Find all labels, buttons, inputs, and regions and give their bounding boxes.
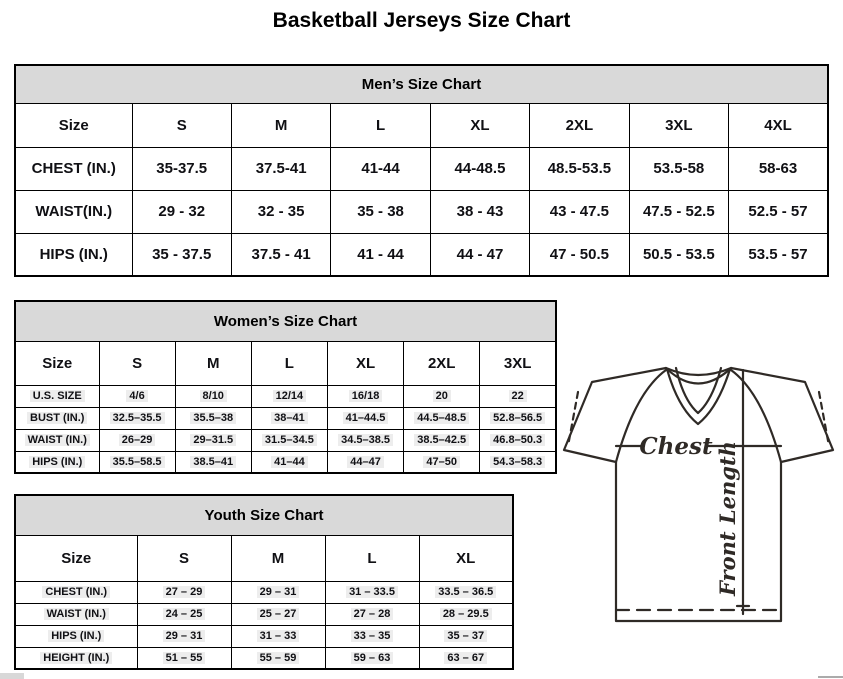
size-cell: 44-48.5 xyxy=(430,147,529,190)
size-cell: 52.5 - 57 xyxy=(729,190,828,233)
size-cell: 41–44.5 xyxy=(327,407,403,429)
row-label: WAIST (IN.) xyxy=(15,603,137,625)
size-cell: 22 xyxy=(480,385,556,407)
column-header: S xyxy=(137,535,231,581)
column-header: M xyxy=(175,341,251,385)
column-header: S xyxy=(99,341,175,385)
table-row xyxy=(15,429,556,451)
size-cell: 38.5–42.5 xyxy=(404,429,480,451)
size-cell: 52.8–56.5 xyxy=(480,407,556,429)
column-header: L xyxy=(331,103,430,147)
column-header: XL xyxy=(419,535,513,581)
size-cell: 47.5 - 52.5 xyxy=(629,190,728,233)
size-cell: 29 – 31 xyxy=(231,581,325,603)
size-cell: 41-44 xyxy=(331,147,430,190)
size-cell: 35-37.5 xyxy=(132,147,231,190)
size-cell: 35 – 37 xyxy=(419,625,513,647)
size-cell: 26–29 xyxy=(99,429,175,451)
table-row xyxy=(15,581,513,603)
size-cell: 58-63 xyxy=(729,147,828,190)
column-header-row xyxy=(15,535,513,581)
table-title-row xyxy=(15,301,556,341)
row-label: WAIST(IN.) xyxy=(15,190,132,233)
table-row xyxy=(15,385,556,407)
size-cell: 27 – 29 xyxy=(137,581,231,603)
column-header: Size xyxy=(15,535,137,581)
jersey-body-outline xyxy=(616,462,781,621)
size-cell: 44 - 47 xyxy=(430,233,529,276)
size-cell: 27 – 28 xyxy=(325,603,419,625)
table-row xyxy=(15,233,828,276)
size-cell: 41 - 44 xyxy=(331,233,430,276)
size-cell: 29–31.5 xyxy=(175,429,251,451)
table-row xyxy=(15,190,828,233)
size-cell: 38.5–41 xyxy=(175,451,251,473)
jersey-right-sleeve xyxy=(731,368,833,462)
column-header: S xyxy=(132,103,231,147)
partial-ui-fragment-right xyxy=(818,676,843,678)
size-cell: 24 – 25 xyxy=(137,603,231,625)
table-row xyxy=(15,647,513,669)
size-cell: 16/18 xyxy=(327,385,403,407)
size-cell: 59 – 63 xyxy=(325,647,419,669)
table-row xyxy=(15,147,828,190)
size-cell: 46.8–50.3 xyxy=(480,429,556,451)
womens-size-table xyxy=(14,300,557,474)
partial-ui-fragment-left xyxy=(0,673,24,679)
row-label: WAIST (IN.) xyxy=(15,429,99,451)
column-header: 3XL xyxy=(480,341,556,385)
column-header: 2XL xyxy=(530,103,629,147)
size-cell: 32.5–35.5 xyxy=(99,407,175,429)
size-cell: 35.5–38 xyxy=(175,407,251,429)
size-cell: 38–41 xyxy=(251,407,327,429)
column-header: Size xyxy=(15,103,132,147)
row-label: BUST (IN.) xyxy=(15,407,99,429)
column-header-row xyxy=(15,341,556,385)
column-header: M xyxy=(231,535,325,581)
size-cell: 35 - 37.5 xyxy=(132,233,231,276)
row-label: HIPS (IN.) xyxy=(15,451,99,473)
size-cell: 28 – 29.5 xyxy=(419,603,513,625)
column-header: 4XL xyxy=(729,103,828,147)
size-cell: 29 - 32 xyxy=(132,190,231,233)
size-cell: 63 – 67 xyxy=(419,647,513,669)
column-header: XL xyxy=(327,341,403,385)
size-cell: 4/6 xyxy=(99,385,175,407)
size-cell: 37.5 - 41 xyxy=(231,233,330,276)
table-title: Youth Size Chart xyxy=(15,495,513,535)
youth-size-table xyxy=(14,494,514,670)
row-label: U.S. SIZE xyxy=(15,385,99,407)
table-title-row xyxy=(15,495,513,535)
column-header: 2XL xyxy=(404,341,480,385)
size-cell: 8/10 xyxy=(175,385,251,407)
column-header: L xyxy=(251,341,327,385)
size-cell: 33.5 – 36.5 xyxy=(419,581,513,603)
size-cell: 31 – 33 xyxy=(231,625,325,647)
size-cell: 32 - 35 xyxy=(231,190,330,233)
size-cell: 54.3–58.3 xyxy=(480,451,556,473)
page-title: Basketball Jerseys Size Chart xyxy=(272,9,571,32)
row-label: HIPS (IN.) xyxy=(15,233,132,276)
size-cell: 35.5–58.5 xyxy=(99,451,175,473)
size-cell: 37.5-41 xyxy=(231,147,330,190)
table-title-row xyxy=(15,65,828,103)
size-cell: 55 – 59 xyxy=(231,647,325,669)
front-length-label: Front Length xyxy=(715,441,740,596)
size-cell: 33 – 35 xyxy=(325,625,419,647)
size-cell: 20 xyxy=(404,385,480,407)
size-cell: 51 – 55 xyxy=(137,647,231,669)
size-cell: 31.5–34.5 xyxy=(251,429,327,451)
size-cell: 43 - 47.5 xyxy=(530,190,629,233)
chest-label: Chest xyxy=(639,433,713,460)
size-cell: 44–47 xyxy=(327,451,403,473)
table-row xyxy=(15,625,513,647)
size-cell: 50.5 - 53.5 xyxy=(629,233,728,276)
size-cell: 34.5–38.5 xyxy=(327,429,403,451)
table-row xyxy=(15,603,513,625)
row-label: CHEST (IN.) xyxy=(15,147,132,190)
jersey-icon xyxy=(556,356,841,628)
table-row xyxy=(15,407,556,429)
size-cell: 48.5-53.5 xyxy=(530,147,629,190)
column-header: M xyxy=(231,103,330,147)
column-header: L xyxy=(325,535,419,581)
size-cell: 38 - 43 xyxy=(430,190,529,233)
size-cell: 47–50 xyxy=(404,451,480,473)
row-label: HEIGHT (IN.) xyxy=(15,647,137,669)
size-cell: 41–44 xyxy=(251,451,327,473)
size-cell: 12/14 xyxy=(251,385,327,407)
jersey-measurement-diagram xyxy=(556,356,841,628)
size-cell: 25 – 27 xyxy=(231,603,325,625)
row-label: CHEST (IN.) xyxy=(15,581,137,603)
size-cell: 53.5 - 57 xyxy=(729,233,828,276)
size-cell: 53.5-58 xyxy=(629,147,728,190)
size-cell: 31 – 33.5 xyxy=(325,581,419,603)
size-cell: 29 – 31 xyxy=(137,625,231,647)
table-title: Men’s Size Chart xyxy=(15,65,828,103)
column-header: XL xyxy=(430,103,529,147)
size-cell: 35 - 38 xyxy=(331,190,430,233)
column-header: Size xyxy=(15,341,99,385)
column-header-row xyxy=(15,103,828,147)
size-cell: 44.5–48.5 xyxy=(404,407,480,429)
table-title: Women’s Size Chart xyxy=(15,301,556,341)
column-header: 3XL xyxy=(629,103,728,147)
mens-size-table xyxy=(14,64,829,277)
table-row xyxy=(15,451,556,473)
size-cell: 47 - 50.5 xyxy=(530,233,629,276)
row-label: HIPS (IN.) xyxy=(15,625,137,647)
